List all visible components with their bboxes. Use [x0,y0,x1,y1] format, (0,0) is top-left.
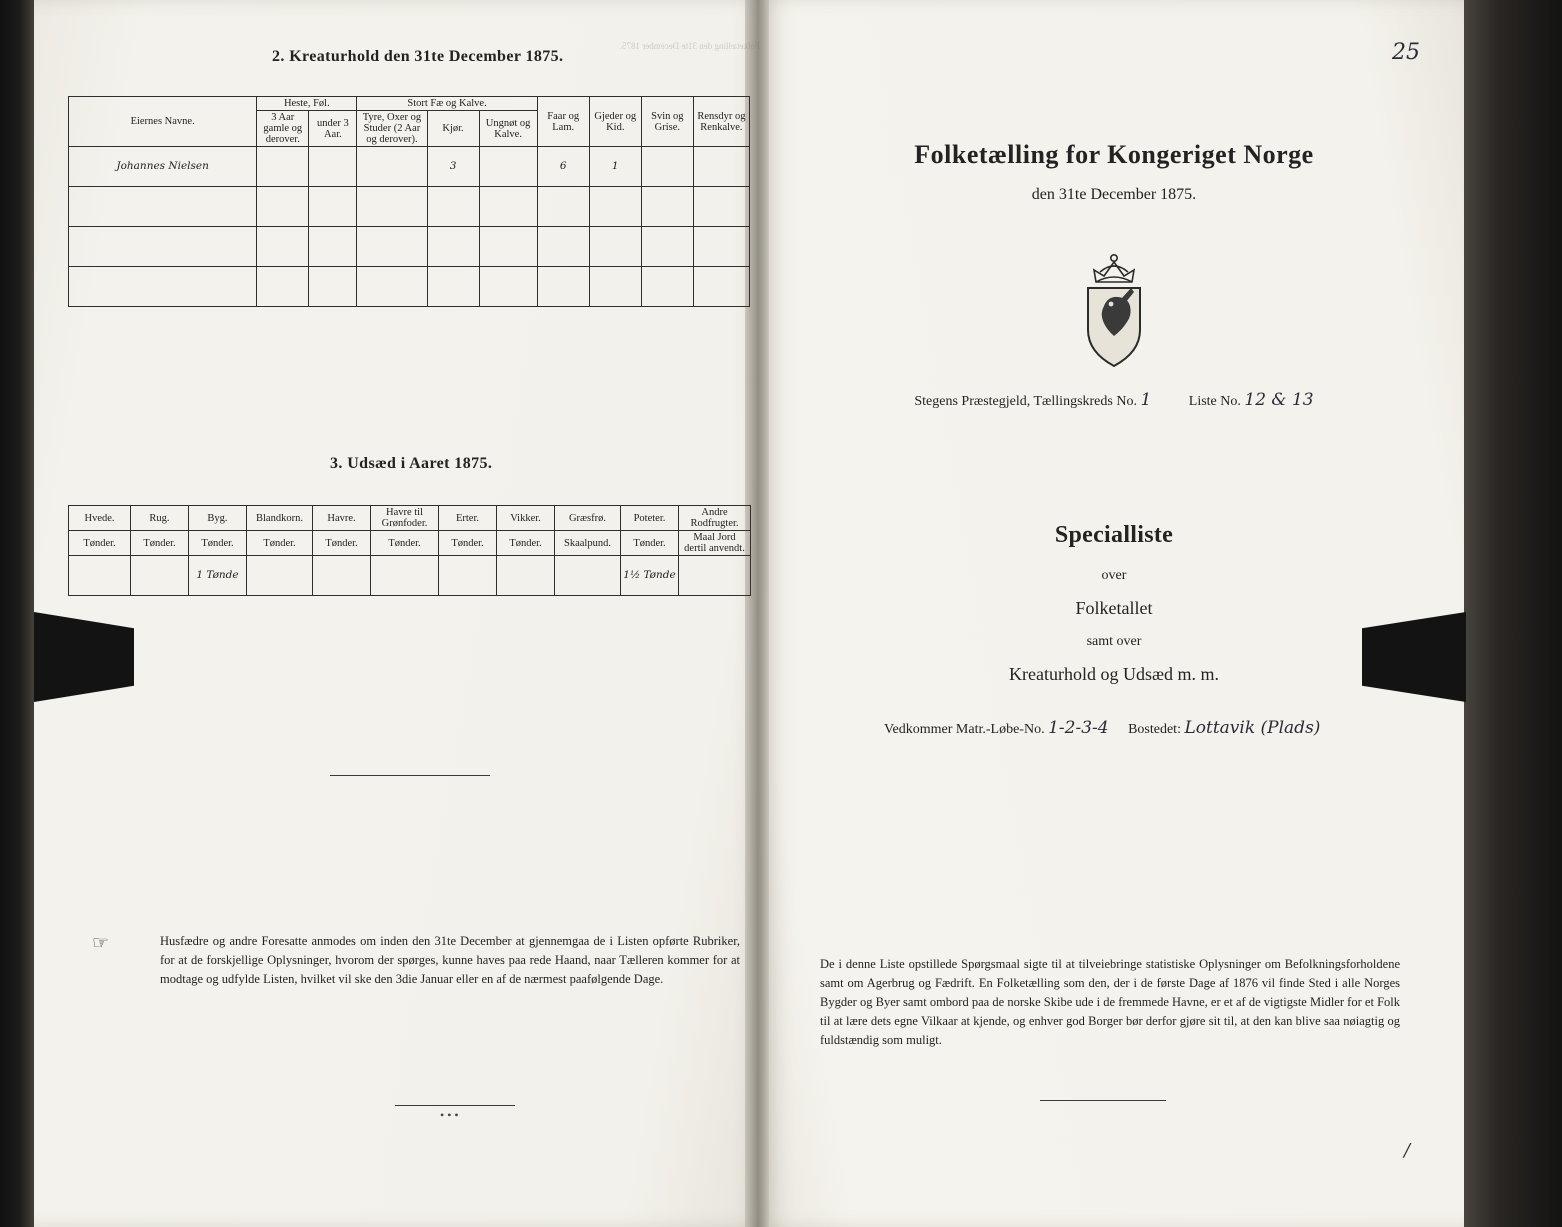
page-title: Folketælling for Kongeriget Norge [914,140,1314,169]
cell-havre [313,556,371,596]
cell-svin-grise [641,267,693,307]
header-heste-3aar: 3 Aar gamle og derover. [257,111,309,147]
cell-owner-name [69,267,257,307]
seed-header-row [69,506,751,531]
cell-tyre-oxer [357,227,427,267]
livestock-table [68,96,750,307]
seed-units-row [69,531,751,556]
scan-left-edge [0,0,36,1227]
unit-hvede: Tønder. [69,531,131,556]
cell-rensdyr [693,227,749,267]
header-blandkorn: Blandkorn. [247,506,313,531]
cell-heste-3aar [257,187,309,227]
cell-gjeder-kid: 1 [589,147,641,187]
cell-ungnot [479,227,537,267]
header-heste-under3: under 3 Aar. [309,111,357,147]
decorative-rule [395,1105,515,1106]
matr-label: Vedkommer Matr.-Løbe-No. [884,722,1045,737]
header-svin-grise: Svin og Grise. [641,97,693,147]
cell-erter [439,556,497,596]
cell-owner-name: Johannes Nielsen [69,147,257,187]
cell-faar-lam: 6 [537,147,589,187]
header-poteter: Poteter. [621,506,679,531]
cell-tyre-oxer [357,147,427,187]
cell-svin-grise [641,227,693,267]
section-2-title: 2. Kreaturhold den 31te December 1875. [272,48,564,65]
cell-kjor [427,187,479,227]
header-tyre-oxer: Tyre, Oxer og Studer (2 Aar og derover). [357,111,427,147]
scan-right-edge [1462,0,1562,1227]
cell-havre-gronfoder [371,556,439,596]
header-hvede: Hvede. [69,506,131,531]
table-row [69,556,751,596]
seed-table [68,505,751,596]
header-havre-gronfoder: Havre til Grønfoder. [371,506,439,531]
bosted-value: Lottavik (Plads) [1184,718,1321,738]
margin-mark: / [1404,1140,1411,1161]
cell-faar-lam [537,227,589,267]
header-gjeder-kid: Gjeder og Kid. [589,97,641,147]
cell-hvede [69,556,131,596]
parish-prefix: Stegens Præstegjeld, Tællingskreds No. [914,394,1137,409]
cell-heste-under3 [309,227,357,267]
norwegian-coat-of-arms-icon [1052,248,1176,374]
cell-rensdyr [693,147,749,187]
cell-heste-3aar [257,227,309,267]
line-kreaturhold: Kreaturhold og Udsæd m. m. [1009,664,1219,684]
decorative-dots: • • • [440,1108,459,1122]
table-row [69,187,750,227]
header-rensdyr: Rensdyr og Renkalve. [693,97,749,147]
line-over: over [1101,568,1127,583]
page-number: 25 [1392,40,1420,65]
cell-heste-under3 [309,147,357,187]
unit-blandkorn: Tønder. [247,531,313,556]
cell-owner-name [69,227,257,267]
unit-havre: Tønder. [313,531,371,556]
cell-heste-3aar [257,147,309,187]
cell-svin-grise [641,147,693,187]
header-andre-rodfrugter: Andre Rodfrugter. [679,506,751,531]
cell-ungnot [479,187,537,227]
unit-byg: Tønder. [189,531,247,556]
cell-ungnot [479,147,537,187]
parish-kreds-value: 1 [1140,390,1152,410]
cell-andre-rodfrugter [679,556,751,596]
header-eiernes-navne: Eiernes Navne. [69,97,257,147]
cell-owner-name [69,187,257,227]
matrikkel-line [884,718,1320,738]
header-havre: Havre. [313,506,371,531]
livestock-header-row-1 [69,97,750,111]
cell-heste-under3 [309,267,357,307]
header-heste-fol: Heste, Føl. [257,97,357,111]
specialliste-heading: Specialliste [1054,522,1174,548]
header-kjor: Kjør. [427,111,479,147]
table-row [69,227,750,267]
cell-kjor [427,227,479,267]
header-ungnot-kalve: Ungnøt og Kalve. [479,111,537,147]
bleed-through-text: Folketælling den 31te December 1875. [619,41,760,51]
header-stort-fae: Stort Fæ og Kalve. [357,97,537,111]
cell-gjeder-kid [589,187,641,227]
cell-faar-lam [537,267,589,307]
unit-rug: Tønder. [131,531,189,556]
matr-value: 1-2-3-4 [1048,718,1109,738]
cell-vikker [497,556,555,596]
cell-rensdyr [693,187,749,227]
header-erter: Erter. [439,506,497,531]
cell-rensdyr [693,267,749,307]
unit-erter: Tønder. [439,531,497,556]
unit-poteter: Tønder. [621,531,679,556]
bosted-label: Bostedet: [1128,722,1181,737]
liste-label: Liste No. [1188,394,1241,409]
header-graesfro: Græsfrø. [555,506,621,531]
cell-rug [131,556,189,596]
pointing-hand-icon: ☞ [92,933,110,954]
decorative-rule [330,775,490,776]
header-rug: Rug. [131,506,189,531]
cell-gjeder-kid [589,267,641,307]
section-3-title: 3. Udsæd i Aaret 1875. [330,455,493,472]
unit-graesfro: Skaalpund. [555,531,621,556]
page-title-date: den 31te December 1875. [1031,186,1197,203]
cell-gjeder-kid [589,227,641,267]
cell-blandkorn [247,556,313,596]
liste-value: 12 & 13 [1244,390,1314,410]
parish-line [764,390,1464,410]
unit-andre-rodfrugter: Maal Jord dertil anvendt. [679,531,751,556]
table-row [69,147,750,187]
cell-heste-3aar [257,267,309,307]
cell-kjor: 3 [427,147,479,187]
decorative-rule [1040,1100,1166,1101]
left-footnote-text: Husfædre og andre Foresatte anmodes om inden den 31te December at gjennemgaa de i Listen opførte Rubriker, for at de forskjellige Oplysninger, hvorom der spørges, kunne haves paa rede Haand, naar Tælleren kommer for at modtage og udfylde Listen, hvilket vil ske den 3die Januar eller en af de nærmest paafølgende Dage. [160,934,740,986]
header-byg: Byg. [189,506,247,531]
cell-svin-grise [641,187,693,227]
cell-graesfro [555,556,621,596]
unit-havre-gronfoder: Tønder. [371,531,439,556]
cell-tyre-oxer [357,187,427,227]
right-explanatory-text: De i denne Liste opstillede Spørgsmaal sigte til at tilveiebringe statistiske Oplysninger om Befolkningsforholdene samt om Agerbrug og Fædrift. En Folketælling som den, der i de første Dage af 1876 vil finde Sted i alle Norges Bygder og Byer samt ombord paa de norske Skibe ude i de fremmede Havne, er et af de vigtigste Midler for et Folk til at lære dets egne Vilkaar at kjende, og enhver god Borger bør derfor gjøre sit til, at den kan blive saa nøiagtig og fuldstændig som muligt. [820,957,1400,1047]
cell-tyre-oxer [357,267,427,307]
cell-faar-lam [537,187,589,227]
cell-heste-under3 [309,187,357,227]
cell-poteter: 1½ Tønde [621,556,679,596]
header-faar-lam: Faar og Lam. [537,97,589,147]
table-row [69,267,750,307]
unit-vikker: Tønder. [497,531,555,556]
cell-ungnot [479,267,537,307]
cell-kjor [427,267,479,307]
cell-byg: 1 Tønde [189,556,247,596]
header-vikker: Vikker. [497,506,555,531]
line-samt-over: samt over [1086,634,1142,649]
line-folketallet: Folketallet [1075,598,1153,618]
